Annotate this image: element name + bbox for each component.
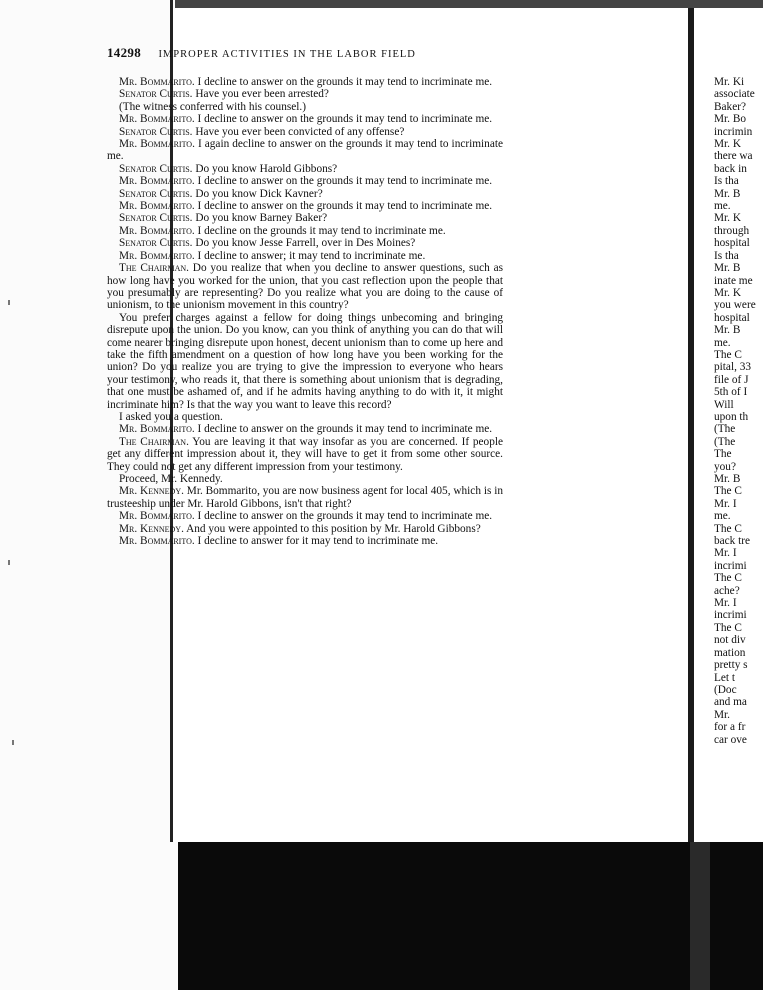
running-title: IMPROPER ACTIVITIES IN THE LABOR FIELD	[158, 49, 416, 60]
facing-page-line: me.	[714, 510, 731, 523]
speaker-name: Mr. Bommarito.	[119, 76, 195, 88]
scan-speck	[12, 740, 14, 745]
speaker-name: Senator Curtis.	[119, 125, 193, 138]
paragraph-text: I decline to answer; it may tend to incriminate me.	[194, 249, 426, 262]
transcript-paragraph	[107, 436, 503, 473]
book-gutter	[688, 8, 694, 842]
paragraph-text: Do you know Dick Kavner?	[192, 187, 323, 200]
paragraph-text: Do you know Harold Gibbons?	[192, 162, 338, 175]
scan-bottom-background	[0, 842, 763, 990]
facing-page-line: Is tha	[714, 249, 739, 262]
page-number: 14298	[107, 45, 141, 60]
scan-bottom-left	[0, 842, 178, 990]
speaker-name: Mr. Bommarito.	[119, 224, 195, 237]
paragraph-text: I again decline to answer on the grounds it may tend to incriminate me.	[107, 138, 503, 163]
facing-page-line: Baker?	[714, 100, 746, 113]
facing-page-line: Mr. B	[714, 324, 741, 337]
facing-page-line: and ma	[714, 696, 747, 709]
speaker-name: Senator Curtis.	[119, 88, 193, 101]
scan-speck	[8, 560, 10, 565]
facing-page-line: (The	[714, 423, 736, 436]
paragraph-text: I decline to answer on the grounds it may tend to incriminate me.	[194, 175, 493, 188]
facing-page-line: The	[714, 448, 732, 461]
facing-page-line: back in	[714, 162, 747, 175]
paragraph-text: You prefer charges against a fellow for doing things unbecoming and bringing disrepute upon the union. Do you know, can you think of anything you can do that will come nearer bringing disrepute upon honest, decent unionism than to come up here and take the fifth amendment on a question of how long have you been working for the union? Do you realize you are trying to give the impression to everyone who hears your testimony, who reads it, that there is something about unionism that is degrading, that one must be ashamed of, and if he admits having anything to do with it, it might incriminate him? Is that the way you want to leave this record?	[107, 311, 503, 411]
speaker-name: Mr. Kennedy.	[119, 485, 184, 498]
paragraph-text: I decline to answer on the grounds it may tend to incriminate me.	[194, 200, 493, 213]
facing-page-line: Mr. I	[714, 497, 737, 510]
facing-page-line: mation	[714, 646, 746, 659]
facing-page-line: incrimin	[714, 125, 753, 138]
paragraph-text: Have you ever been convicted of any offense?	[192, 125, 405, 138]
paragraph-text: Have you ever been arrested?	[192, 88, 329, 101]
paragraph-text: I decline to answer on the grounds it may tend to incriminate me.	[194, 76, 493, 88]
speaker-name: Mr. Bommarito.	[119, 138, 195, 151]
paragraph-text: And you were appointed to this position by Mr. Harold Gibbons?	[183, 522, 481, 535]
page-header	[107, 45, 416, 61]
facing-page-line: Mr. B	[714, 262, 741, 275]
facing-page-line: The C	[714, 572, 742, 585]
facing-page-line: there wa	[714, 150, 753, 163]
transcript-paragraph	[107, 188, 503, 200]
speaker-name: Senator Curtis.	[119, 237, 193, 250]
speaker-name: Mr. Bommarito.	[119, 423, 195, 436]
facing-page-line: Mr. K	[714, 286, 741, 299]
facing-page-line: upon th	[714, 410, 749, 423]
transcript-paragraph	[107, 113, 503, 125]
paragraph-text: Do you know Jesse Farrell, over in Des Moines?	[192, 237, 416, 250]
facing-page-line: Mr.	[714, 708, 731, 721]
transcript-paragraph	[107, 473, 503, 485]
transcript-paragraph	[107, 225, 503, 237]
facing-page-line: hospital	[714, 311, 750, 324]
facing-page-line: Mr. K	[714, 138, 741, 151]
paragraph-text: Do you realize that when you decline to answer questions, such as how long have you worked for the union, that you cast reflection upon the people that you presumably are representing? Do you realize what you are doing to the cause of unionism, to the unionism movement in this country?	[107, 262, 503, 312]
facing-page-line: ache?	[714, 584, 740, 597]
paragraph-text: I decline to answer on the grounds it may tend to incriminate me.	[194, 510, 493, 523]
transcript-paragraph	[107, 175, 503, 187]
facing-page-line: me.	[714, 200, 731, 213]
scan-speck	[8, 300, 10, 305]
speaker-name: Senator Curtis.	[119, 162, 193, 175]
paragraph-text: I decline to answer on the grounds it may tend to incriminate me.	[194, 113, 493, 126]
speaker-name: Mr. Bommarito.	[119, 200, 195, 213]
speaker-name: Mr. Bommarito.	[119, 113, 195, 126]
facing-page-line: Mr. K	[714, 212, 741, 225]
transcript-paragraph	[107, 126, 503, 138]
facing-page-line: Will	[714, 398, 734, 411]
facing-page-line: Mr. I	[714, 547, 737, 560]
facing-page-line: car ove	[714, 733, 747, 746]
facing-page-text	[714, 76, 763, 746]
facing-page-line: pretty s	[714, 659, 748, 672]
facing-page-line: 5th of I	[714, 386, 748, 399]
facing-page-line: The C	[714, 348, 742, 361]
transcript-paragraph	[107, 262, 503, 312]
paragraph-text: You are leaving it that way insofar as you are concerned. If people get any different impression about it, they will have to get it from some other source. They could not get any different impression from your testimony.	[107, 435, 503, 473]
paragraph-text: I decline to answer on the grounds it may tend to incriminate me.	[194, 423, 493, 436]
facing-page-line: not div	[714, 634, 746, 647]
facing-page-line: file of J	[714, 373, 749, 386]
speaker-name: Mr. Bommarito.	[119, 510, 195, 523]
facing-page-line: inate me	[714, 274, 753, 287]
facing-page-line: Mr. B	[714, 187, 741, 200]
speaker-name: Mr. Kennedy.	[119, 522, 184, 535]
paragraph-text: Proceed, Mr. Kennedy.	[119, 473, 223, 485]
transcript-paragraph	[107, 510, 503, 522]
transcript-paragraph	[107, 423, 503, 435]
facing-page-line: Mr. Ki	[714, 76, 745, 88]
facing-page-line: for a fr	[714, 721, 746, 734]
transcript-paragraph	[107, 312, 503, 411]
facing-page-line: incrimi	[714, 609, 747, 622]
facing-page-line: The C	[714, 621, 742, 634]
transcript-paragraph	[107, 523, 503, 535]
facing-page-line: (The	[714, 435, 736, 448]
facing-page-line: back tre	[714, 535, 751, 548]
transcript-paragraph	[107, 485, 503, 510]
facing-page-line: pital, 33	[714, 361, 752, 374]
transcript-paragraph	[107, 411, 503, 423]
transcript-paragraph	[107, 138, 503, 163]
transcript-paragraph	[107, 101, 503, 113]
paragraph-text: I decline to answer for it may tend to incriminate me.	[194, 535, 439, 548]
book-fold-shadow	[690, 842, 710, 990]
transcript-paragraph	[107, 163, 503, 175]
facing-page-line: Is tha	[714, 175, 739, 188]
facing-page-line: (Doc	[714, 683, 737, 696]
transcript-body	[107, 76, 503, 547]
transcript-paragraph	[107, 535, 503, 547]
speaker-name: Senator Curtis.	[119, 187, 193, 200]
facing-page-line: me.	[714, 336, 731, 349]
transcript-paragraph	[107, 237, 503, 249]
speaker-name: The Chairman.	[119, 262, 189, 275]
facing-page-line: through	[714, 224, 750, 237]
speaker-name: Senator Curtis.	[119, 212, 193, 225]
facing-page-line: Mr. I	[714, 597, 737, 610]
paragraph-text: Mr. Bommarito, you are now business agent for local 405, which is in trusteeship under Mr. Harold Gibbons, isn't that right?	[107, 485, 503, 510]
facing-page-line: incrimi	[714, 559, 747, 572]
transcript-paragraph	[107, 212, 503, 224]
speaker-name: Mr. Bommarito.	[119, 175, 195, 188]
facing-page-line: hospital	[714, 237, 750, 250]
facing-page-line: Mr. Bo	[714, 113, 747, 126]
facing-page-line: The C	[714, 485, 742, 498]
facing-page-line: you?	[714, 460, 736, 473]
facing-page-line: Mr. B	[714, 473, 741, 485]
transcript-paragraph	[107, 250, 503, 262]
speaker-name: The Chairman.	[119, 435, 189, 448]
transcript-paragraph	[107, 88, 503, 100]
facing-page-line: associate	[714, 88, 755, 101]
paragraph-text: I decline on the grounds it may tend to incriminate me.	[194, 224, 446, 237]
speaker-name: Mr. Bommarito.	[119, 249, 195, 262]
paragraph-text: (The witness conferred with his counsel.)	[119, 100, 306, 113]
speaker-name: Mr. Bommarito.	[119, 535, 195, 548]
facing-page-line: you were	[714, 299, 756, 312]
paragraph-text: I asked you a question.	[119, 410, 223, 423]
facing-page-line: Let t	[714, 671, 736, 684]
transcript-paragraph	[107, 200, 503, 212]
transcript-paragraph	[107, 76, 503, 88]
facing-page-line: The C	[714, 522, 742, 535]
paragraph-text: Do you know Barney Baker?	[192, 212, 328, 225]
